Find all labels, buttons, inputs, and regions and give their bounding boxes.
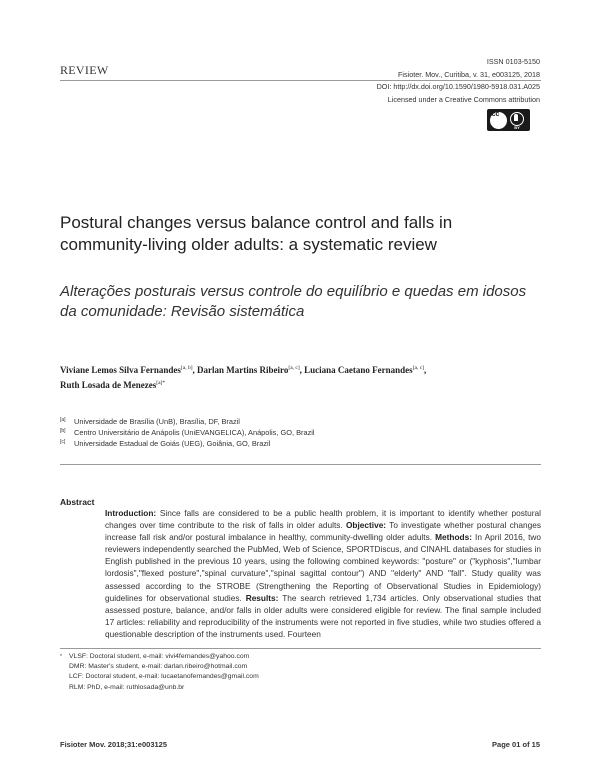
footnote-line: VLSF: Doctoral student, e-mail: vivi4fernandes@yahoo.com <box>69 653 250 660</box>
article-title-english: Postural changes versus balance control and falls in community-living older adults: a systematic review <box>60 213 453 254</box>
abstract-heading: Abstract <box>60 497 95 507</box>
page-number: Page 01 of 15 <box>492 740 540 749</box>
creative-commons-badge[interactable] <box>487 109 530 131</box>
by-label: BY <box>514 125 520 130</box>
affiliation-list <box>60 416 540 449</box>
abstract-body <box>105 507 541 640</box>
author-affiliation-mark: [a, b] <box>180 365 193 371</box>
affiliation-mark: [a] <box>60 417 66 423</box>
author-list <box>60 362 540 391</box>
section-label: REVIEW <box>60 63 109 77</box>
license-text: Licensed under a Creative Commons attribution <box>387 94 540 104</box>
affiliation-item <box>60 427 540 438</box>
footnote-divider <box>60 648 541 649</box>
footnote-line: DMR: Master's student, e-mail: darlan.ribeiro@hotmail.com <box>69 663 248 671</box>
issn: ISSN 0103-5150 <box>486 57 540 66</box>
author-separator: , <box>423 365 427 375</box>
author-name: Darlan Martins Ribeiro <box>197 365 289 375</box>
author-affiliation-mark: [a]* <box>156 379 166 386</box>
doi-link[interactable]: DOI: http://dx.doi.org/10.1590/1980-5918.031.A025 <box>376 82 540 92</box>
footer-citation: Fisioter Mov. 2018;31:e003125 <box>60 740 168 749</box>
affiliation-mark: [b] <box>60 428 66 434</box>
abstract-intro-label: Introduction: <box>105 508 157 518</box>
abstract-methods-text: In April 2016, two reviewers independently searched the PubMed, Web of Science, SPORTDiscus, and CINAHL databases for studies in English published in the previous 10 years, using the following combined keywords: "posture" or ("kyphosis","lumbar lordosis","flexed posture","spinal curvature","spinal sagittal contour") AND "elderly" AND "fall". Study quality was assessed according to the STROBE (Strengthening the Reporting of Observational Studies in Epidemiology) guidelines for observational studies. <box>105 532 541 603</box>
affiliation-text: Universidade de Brasília (UnB), Brasília, DF, Brazil <box>74 417 240 426</box>
abstract-methods-label: Methods: <box>435 532 472 543</box>
cc-label: cc <box>491 111 500 118</box>
footnote-line: LCF: Doctoral student, e-mail: lucaetanofernandes@gmail.com <box>69 673 259 681</box>
author-separator: , <box>299 365 305 375</box>
citation: Fisioter. Mov., Curitiba, v. 31, e003125, 2018 <box>398 69 540 79</box>
abstract-objective-label: Objective: <box>345 520 387 531</box>
section-divider <box>60 464 541 465</box>
affiliation-text: Centro Universitário de Anápolis (UniEVANGELICA), Anápolis, GO, Brazil <box>74 428 315 437</box>
footnote-line: RLM: PhD, e-mail: ruthlosada@unb.br <box>69 683 185 691</box>
footnote-mark: * <box>60 654 62 660</box>
affiliation-text: Universidade Estadual de Goiás (UEG), Goiânia, GO, Brazil <box>74 439 271 448</box>
abstract-objective-text: To investigate whether postural changes increase fall risk and/or postural imbalance in healthy, community-dwelling older adults. <box>105 520 541 543</box>
author-separator: , <box>192 365 198 375</box>
author-affiliation-mark: [a, c] <box>412 365 424 371</box>
footnotes <box>60 652 259 693</box>
author-name: Luciana Caetano Fernandes <box>304 365 413 375</box>
article-title-portuguese: Alterações posturais versus controle do equilíbrio e quedas em idosos da comunidade: Revisão sistemática <box>60 283 527 320</box>
affiliation-item <box>60 416 540 427</box>
author-name: Ruth Losada de Menezes <box>60 379 157 390</box>
affiliation-item <box>60 438 540 449</box>
publication-meta <box>377 56 540 106</box>
author-name: Viviane Lemos Silva Fernandes <box>60 365 181 375</box>
abstract-results-label: Results: <box>245 592 279 603</box>
author-affiliation-mark: [a, c] <box>288 365 300 371</box>
abstract-results-text: The search retrieved 1,734 articles. Only observational studies that assessed posture, balance, and/or falls in older adults were considered eligible for review. The final sample included 17 articles: reliability and reproducibility of the instruments were not reported in five studies, while two studies offered a questionable description of the instruments used. Fourteen <box>105 592 541 639</box>
abstract-intro-text: Since falls are considered to be a public health problem, it is important to identify whether postural changes over time contribute to the risk of falls in older adults. <box>105 508 541 531</box>
affiliation-mark: [c] <box>60 439 66 445</box>
person-icon <box>514 114 518 121</box>
